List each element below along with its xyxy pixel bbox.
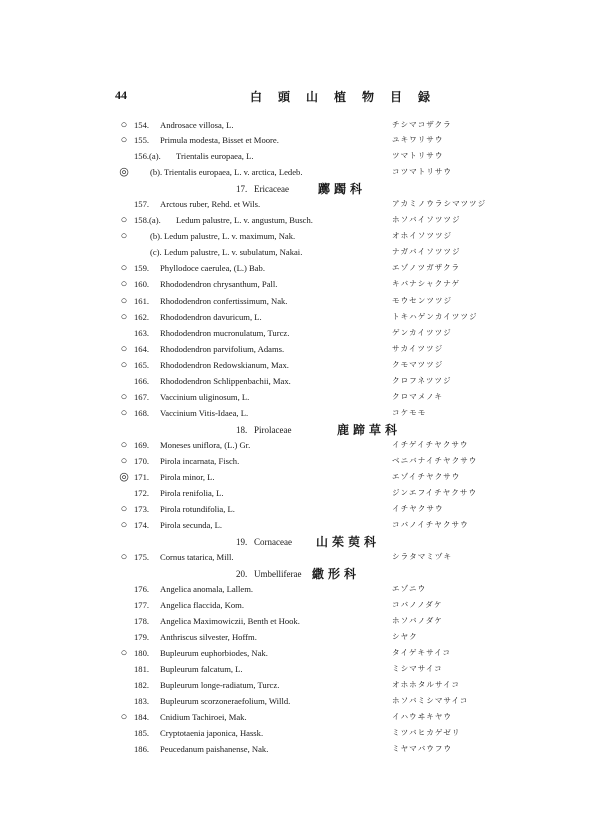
entry-number: 165. bbox=[134, 360, 150, 370]
scientific-name: Rhododendron confertissimum, Nak. bbox=[160, 296, 288, 306]
scientific-name: Bupleurum falcatum, L. bbox=[160, 664, 243, 674]
entry-number: 154. bbox=[134, 120, 150, 130]
list-item bbox=[0, 629, 595, 645]
family-number: 18. bbox=[236, 425, 248, 435]
japanese-name: ミシマサイコ bbox=[392, 664, 443, 673]
scientific-name: Trientalis europaea, L. bbox=[176, 151, 254, 161]
entry-number: 176. bbox=[134, 584, 150, 594]
scientific-name: Trientalis europaea, L. v. arctica, Ledeb. bbox=[164, 167, 303, 177]
list-item bbox=[0, 645, 595, 661]
japanese-name: オホホタルサイコ bbox=[392, 680, 460, 689]
scientific-name: Vaccinium Vitis-Idaea, L. bbox=[160, 408, 249, 418]
japanese-name: トキハゲンカイツツジ bbox=[392, 312, 478, 321]
circle-marker bbox=[117, 293, 131, 309]
entry-number: (b). bbox=[150, 231, 163, 241]
entry-number: 171. bbox=[134, 472, 150, 482]
family-latin-name: Pirolaceae bbox=[254, 425, 292, 435]
scientific-name: Rhododendron mucronulatum, Turcz. bbox=[160, 328, 290, 338]
scientific-name: Cryptotaenia japonica, Hassk. bbox=[160, 728, 264, 738]
list-item bbox=[0, 549, 595, 565]
list-item bbox=[0, 453, 595, 469]
entry-number: 175. bbox=[134, 552, 150, 562]
japanese-name: ナガバイソツツジ bbox=[392, 247, 461, 256]
list-item bbox=[0, 148, 595, 164]
circle-marker bbox=[117, 405, 131, 421]
list-item bbox=[0, 373, 595, 389]
scientific-name: Ledum palustre, L. v. maximum, Nak. bbox=[164, 231, 296, 241]
japanese-name: ミヤマバウフウ bbox=[392, 744, 453, 753]
japanese-name: ホソバノダケ bbox=[392, 616, 443, 625]
japanese-name: ベニバナイチヤクサウ bbox=[392, 456, 478, 465]
list-item bbox=[0, 389, 595, 405]
list-item bbox=[0, 597, 595, 613]
scientific-name: Ledum palustre, L. v. angustum, Busch. bbox=[176, 215, 313, 225]
entry-number: 180. bbox=[134, 648, 150, 658]
scientific-name: Arctous ruber, Rehd. et Wils. bbox=[160, 199, 261, 209]
scientific-name: Angelica flaccida, Kom. bbox=[160, 600, 244, 610]
circle-marker bbox=[117, 212, 131, 228]
list-item bbox=[0, 309, 595, 325]
circle-marker bbox=[117, 517, 131, 533]
entry-number: 186. bbox=[134, 744, 150, 754]
japanese-name: オホイソツツジ bbox=[392, 231, 453, 240]
circle-marker bbox=[117, 341, 131, 357]
entry-number: 185. bbox=[134, 728, 150, 738]
entry-number: (c). bbox=[150, 247, 162, 257]
japanese-name: クロマメノキ bbox=[392, 392, 444, 401]
japanese-name: サカイツツジ bbox=[392, 344, 444, 353]
scientific-name: Bupleurum euphorbiodes, Nak. bbox=[160, 648, 268, 658]
japanese-name: コバノイチヤクサウ bbox=[392, 520, 469, 529]
japanese-name: クモマツツジ bbox=[392, 360, 444, 369]
circle-marker bbox=[117, 389, 131, 405]
entry-number: 174. bbox=[134, 520, 150, 530]
entry-number: 156.(a). bbox=[134, 151, 161, 161]
list-item bbox=[0, 164, 595, 180]
list-item bbox=[0, 293, 595, 309]
japanese-name: ホソバミシマサイコ bbox=[392, 696, 469, 705]
entry-number: 181. bbox=[134, 664, 150, 674]
list-item bbox=[0, 501, 595, 517]
list-item bbox=[0, 581, 595, 597]
list-item bbox=[0, 405, 595, 421]
scientific-name: Rhododendron Schlippenbachii, Max. bbox=[160, 376, 291, 386]
scientific-name: Pirola incarnata, Fisch. bbox=[160, 456, 240, 466]
scientific-name: Rhododendron chrysanthum, Pall. bbox=[160, 279, 278, 289]
double-circle-marker bbox=[117, 164, 131, 180]
entry-number: 162. bbox=[134, 312, 150, 322]
list-item bbox=[0, 725, 595, 741]
scientific-name: Ledum palustre, L. v. subulatum, Nakai. bbox=[164, 247, 303, 257]
japanese-name: エゾイチヤクサウ bbox=[392, 472, 461, 481]
list-item bbox=[0, 325, 595, 341]
scientific-name: Bupleurum longe-radiatum, Turcz. bbox=[160, 680, 280, 690]
entry-number: 168. bbox=[134, 408, 150, 418]
list-item bbox=[0, 693, 595, 709]
japanese-name: チシマコザクラ bbox=[392, 120, 452, 129]
entry-number: 178. bbox=[134, 616, 150, 626]
entry-number: 155. bbox=[134, 135, 150, 145]
scientific-name: Anthriscus silvester, Hoffm. bbox=[160, 632, 257, 642]
circle-marker bbox=[117, 645, 131, 661]
japanese-name: シラタマミヅキ bbox=[392, 552, 453, 561]
list-item bbox=[0, 132, 595, 148]
family-japanese-name: 鹿蹄草科 bbox=[337, 423, 402, 437]
family-number: 20. bbox=[236, 569, 248, 579]
japanese-name: エゾノツガザクラ bbox=[392, 263, 461, 272]
circle-marker bbox=[117, 437, 131, 453]
list-item bbox=[0, 196, 595, 212]
scientific-name: Phyllodoce caerulea, (L.) Bab. bbox=[160, 263, 265, 273]
entry-number: 169. bbox=[134, 440, 150, 450]
japanese-name: クロフネツツジ bbox=[392, 376, 452, 385]
circle-marker bbox=[117, 709, 131, 725]
circle-marker bbox=[117, 453, 131, 469]
list-item bbox=[0, 661, 595, 677]
circle-marker bbox=[117, 117, 131, 133]
entry-number: 173. bbox=[134, 504, 150, 514]
entry-number: 172. bbox=[134, 488, 150, 498]
scientific-name: Rhododendron davuricum, L. bbox=[160, 312, 262, 322]
list-item bbox=[0, 709, 595, 725]
family-latin-name: Cornaceae bbox=[254, 537, 292, 547]
entry-number: 184. bbox=[134, 712, 150, 722]
family-japanese-name: 繖形科 bbox=[312, 567, 361, 581]
scientific-name: Primula modesta, Bisset et Moore. bbox=[160, 135, 279, 145]
scientific-name: Rhododendron parvifolium, Adams. bbox=[160, 344, 285, 354]
japanese-name: イハウヰキヤウ bbox=[392, 712, 453, 721]
japanese-name: ホソバイソツツジ bbox=[392, 215, 461, 224]
list-item bbox=[0, 276, 595, 292]
circle-marker bbox=[117, 132, 131, 148]
family-latin-name: Ericaceae bbox=[254, 184, 289, 194]
japanese-name: アカミノウラシマツツジ bbox=[392, 199, 487, 208]
entry-number: 160. bbox=[134, 279, 150, 289]
scientific-name: Angelica Maximowiczii, Benth et Hook. bbox=[160, 616, 300, 626]
entry-number: 166. bbox=[134, 376, 150, 386]
list-item bbox=[0, 517, 595, 533]
list-item bbox=[0, 741, 595, 757]
scientific-name: Cornus tatarica, Mill. bbox=[160, 552, 234, 562]
japanese-name: イチヤクサウ bbox=[392, 504, 444, 513]
japanese-name: エゾニウ bbox=[392, 584, 427, 593]
circle-marker bbox=[117, 228, 131, 244]
entry-number: 157. bbox=[134, 199, 150, 209]
entry-number: 170. bbox=[134, 456, 150, 466]
scientific-name: Pirola renifolia, L. bbox=[160, 488, 224, 498]
page-number: 44 bbox=[115, 88, 127, 102]
scientific-name: Pirola rotundifolia, L. bbox=[160, 504, 235, 514]
list-item bbox=[0, 212, 595, 228]
list-item bbox=[0, 613, 595, 629]
japanese-name: ゲンカイツツジ bbox=[392, 328, 452, 337]
list-item bbox=[0, 341, 595, 357]
family-number: 19. bbox=[236, 537, 248, 547]
japanese-name: シヤク bbox=[392, 632, 418, 641]
entry-number: 183. bbox=[134, 696, 150, 706]
family-japanese-name: 山茱萸科 bbox=[316, 535, 381, 549]
list-item bbox=[0, 437, 595, 453]
scientific-name: Peucedanum paishanense, Nak. bbox=[160, 744, 269, 754]
scientific-name: Pirola minor, L. bbox=[160, 472, 215, 482]
scientific-name: Cnidium Tachiroei, Mak. bbox=[160, 712, 247, 722]
japanese-name: ジンエフイチヤクサウ bbox=[392, 488, 478, 497]
entry-number: (b). bbox=[150, 167, 163, 177]
family-japanese-name: 躑躅科 bbox=[318, 182, 367, 196]
list-item bbox=[0, 228, 595, 244]
entry-number: 158.(a). bbox=[134, 215, 161, 225]
scientific-name: Angelica anomala, Lallem. bbox=[160, 584, 254, 594]
entry-number: 177. bbox=[134, 600, 150, 610]
entry-number: 167. bbox=[134, 392, 150, 402]
list-item bbox=[0, 357, 595, 373]
scientific-name: Rhododendron Redowskianum, Max. bbox=[160, 360, 289, 370]
scientific-name: Pirola secunda, L. bbox=[160, 520, 223, 530]
japanese-name: ツマトリサウ bbox=[392, 151, 444, 160]
family-latin-name: Umbelliferae bbox=[254, 569, 302, 579]
japanese-name: イチゲイチヤクサウ bbox=[392, 440, 469, 449]
scientific-name: Vaccinium uliginosum, L. bbox=[160, 392, 250, 402]
circle-marker bbox=[117, 260, 131, 276]
entry-number: 179. bbox=[134, 632, 150, 642]
japanese-name: ミツバヒカゲゼリ bbox=[392, 728, 461, 737]
japanese-name: コケモモ bbox=[392, 408, 427, 417]
circle-marker bbox=[117, 276, 131, 292]
scientific-name: Androsace villosa, L. bbox=[160, 120, 234, 130]
entry-number: 159. bbox=[134, 263, 150, 273]
japanese-name: ユキワリサウ bbox=[392, 135, 444, 144]
circle-marker bbox=[117, 357, 131, 373]
family-number: 17. bbox=[236, 184, 248, 194]
entry-number: 164. bbox=[134, 344, 150, 354]
list-item bbox=[0, 117, 595, 133]
entry-number: 182. bbox=[134, 680, 150, 690]
entry-number: 161. bbox=[134, 296, 150, 306]
scientific-name: Moneses uniflora, (L.) Gr. bbox=[160, 440, 251, 450]
running-title: 白頭山植物目録 bbox=[250, 90, 447, 104]
list-item bbox=[0, 244, 595, 260]
scientific-name: Bupleurum scorzoneraefolium, Willd. bbox=[160, 696, 291, 706]
list-item bbox=[0, 469, 595, 485]
japanese-name: モウセンツツジ bbox=[392, 296, 453, 305]
japanese-name: コツマトリサウ bbox=[392, 167, 453, 176]
entry-number: 163. bbox=[134, 328, 150, 338]
japanese-name: コバノノダケ bbox=[392, 600, 443, 609]
japanese-name: キバナシャクナゲ bbox=[392, 279, 461, 288]
double-circle-marker bbox=[117, 469, 131, 485]
circle-marker bbox=[117, 549, 131, 565]
list-item bbox=[0, 260, 595, 276]
list-item bbox=[0, 677, 595, 693]
japanese-name: タイゲキサイコ bbox=[392, 648, 452, 657]
circle-marker bbox=[117, 501, 131, 517]
circle-marker bbox=[117, 309, 131, 325]
list-item bbox=[0, 485, 595, 501]
